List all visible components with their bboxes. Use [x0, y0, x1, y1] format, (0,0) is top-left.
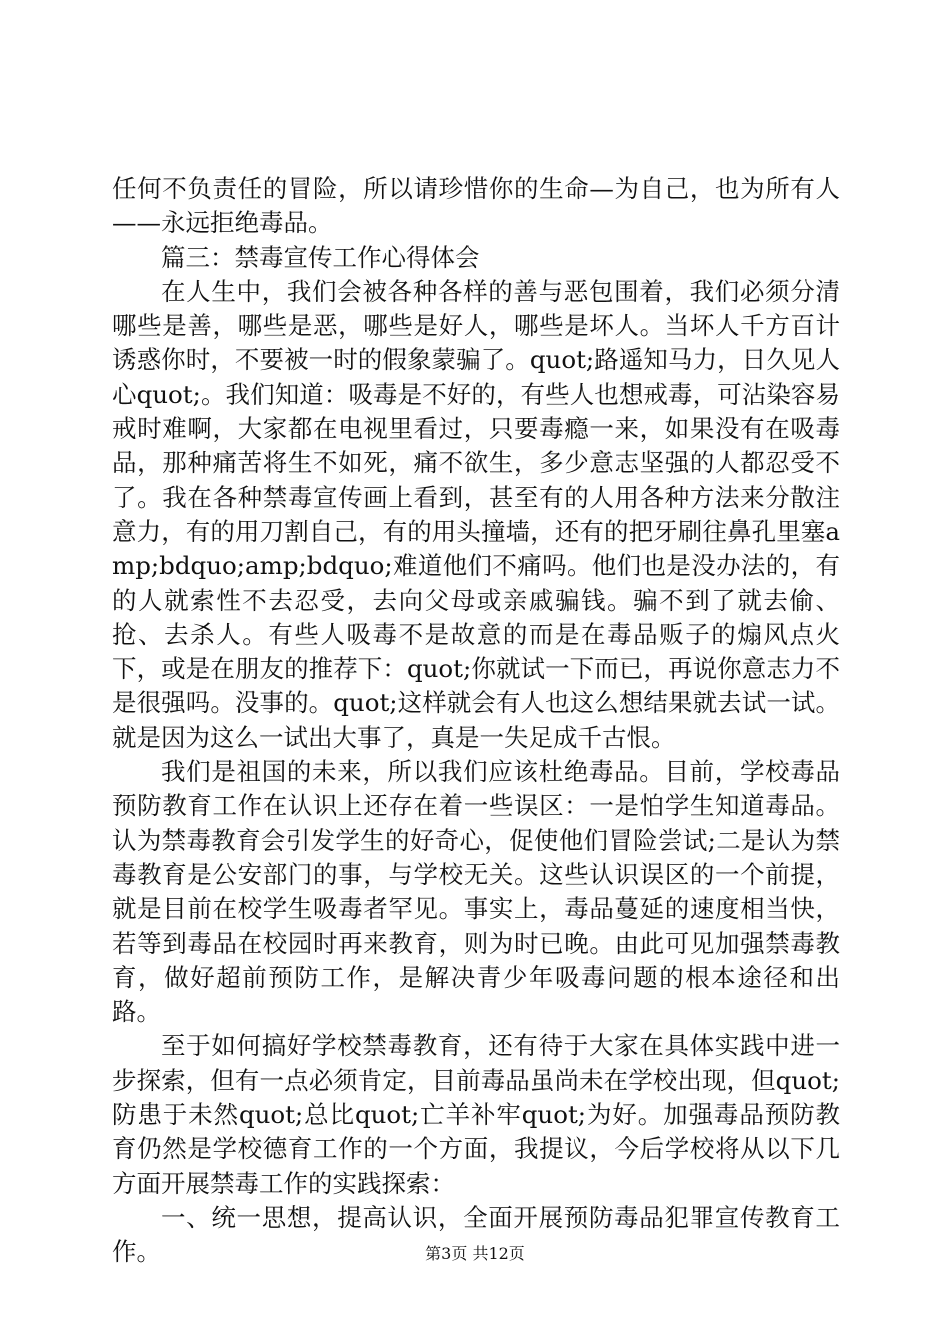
paragraph: 在人生中，我们会被各种各样的善与恶包围着，我们必须分清哪些是善，哪些是恶，哪些是好人，哪些是坏人。当坏人千方百计诱惑你时，不要被一时的假象蒙骗了。quot;路遥知马力，日久见人心quot;。我们知道：吸毒是不好的，有些人也想戒毒，可沾染容易戒时难啊，大家都在电视里看过，只要毒瘾一来，如果没有在吸毒品，那种痛苦将生不如死，痛不欲生，多少意志坚强的人都忍受不了。我在各种禁毒宣传画上看到，甚至有的人用各种方法来分散注意力，有的用刀割自己，有的用头撞墙，还有的把牙刷往鼻孔里塞amp;bdquo;amp;bdquo;难道他们不痛吗。他们也是没办法的，有的人就索性不去忍受，去向父母或亲戚骗钱。骗不到了就去偷、抢、去杀人。有些人吸毒不是故意的而是在毒品贩子的煽风点火下，或是在朋友的推荐下：quot;你就试一下而已，再说你意志力不是很强吗。没事的。quot;这样就会有人也这么想结果就去试一试。就是因为这么一试出大事了，真是一失足成千古恨。 — [112, 276, 840, 752]
paragraph: 我们是祖国的未来，所以我们应该杜绝毒品。目前，学校毒品预防教育工作在认识上还存在着一些误区：一是怕学生知道毒品。认为禁毒教育会引发学生的好奇心，促使他们冒险尝试;二是认为禁毒教育是公安部门的事，与学校无关。这些认识误区的一个前提，就是目前在校学生吸毒者罕见。事实上，毒品蔓延的速度相当快，若等到毒品在校园时再来教育，则为时已晚。由此可见加强禁毒教育，做好超前预防工作，是解决青少年吸毒问题的根本途径和出路。 — [112, 757, 840, 1027]
paragraph: 一、统一思想，提高认识，全面开展预防毒品犯罪宣传教育工作。 — [112, 1202, 840, 1267]
paragraph: 至于如何搞好学校禁毒教育，还有待于大家在具体实践中进一步探索，但有一点必须肯定，目前毒品虽尚未在学校出现，但quot;防患于未然quot;总比quot;亡羊补牢quot;为好。加强毒品预防教育仍然是学校德育工作的一个方面，我提议，今后学校将从以下几方面开展禁毒工作的实践探索： — [112, 1031, 840, 1198]
section-heading: 篇三：禁毒宣传工作心得体会 — [161, 242, 480, 272]
paragraph-continuation: 任何不负责任的冒险，所以请珍惜你的生命—为自己，也为所有人——永远拒绝毒品。 — [112, 174, 840, 238]
page-number-footer: 第3页 共12页 — [425, 1244, 525, 1263]
document-body — [112, 172, 840, 1270]
